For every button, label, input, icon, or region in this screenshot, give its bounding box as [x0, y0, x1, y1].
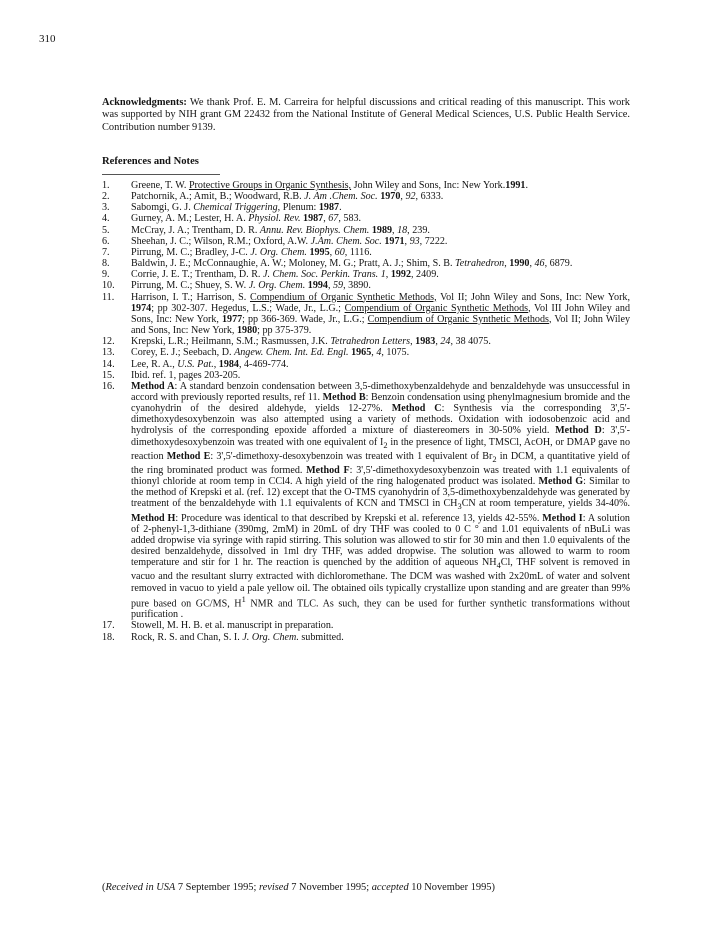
- reference-segment: 1983: [415, 336, 436, 348]
- reference-segment: ,: [404, 235, 410, 247]
- reference-segment: ,: [385, 269, 391, 281]
- reference-segment: Method E: [166, 450, 211, 462]
- reference-item: [102, 225, 630, 236]
- reference-segment: Method D: [555, 425, 602, 437]
- reference-number: 3.: [102, 202, 110, 214]
- reference-segment: Sheehan, J. C.; Wilson, R.M.; Oxford, A.W.: [131, 235, 311, 247]
- reference-segment: , 2409.: [411, 269, 439, 281]
- reference-item: [102, 381, 630, 621]
- reference-segment: , 38 4075.: [450, 336, 491, 348]
- reference-segment: : Procedure was identical to that described by Krepski et al. reference 13, yields 42-55%.: [175, 512, 543, 524]
- reference-segment: Pirrung, M. C.; Bradley, J-C.: [131, 246, 251, 258]
- reference-number: 13.: [102, 347, 115, 359]
- reference-item: [102, 236, 630, 247]
- reference-segment: ,: [213, 358, 219, 370]
- reference-number: 2.: [102, 191, 110, 203]
- reference-segment: Method I: [542, 512, 583, 524]
- reference-segment: ,: [410, 336, 416, 348]
- reference-segment: 46: [534, 258, 545, 270]
- reference-number: 14.: [102, 358, 115, 370]
- reference-segment: , 583.: [338, 213, 362, 225]
- reference-segment: submitted.: [298, 631, 344, 643]
- reference-segment: Stowell, M. H. B. et al. manuscript in preparation.: [131, 620, 334, 632]
- reference-segment: J. Org. Chem.: [242, 631, 299, 643]
- reference-segment: 1990: [509, 258, 530, 270]
- reference-segment: Patchornik, A.; Amit, B.; Woodward, R.B.: [131, 191, 305, 203]
- reference-segment: ,: [504, 258, 510, 270]
- reference-segment: Greene, T. W.: [131, 180, 189, 191]
- reference-segment: 93: [409, 235, 420, 247]
- reference-segment: 4: [496, 561, 501, 571]
- revised-year: 1995;: [342, 882, 372, 893]
- reference-item: [102, 247, 630, 258]
- reference-segment: ,: [327, 280, 333, 292]
- reference-segment: McCray, J. A.; Trentham, D. R.: [131, 224, 260, 236]
- references-list: [102, 180, 630, 643]
- reference-segment: , 6333.: [415, 191, 444, 203]
- reference-segment: Gurney, A. M.; Lester, H. A.: [131, 213, 249, 225]
- reference-segment: 1984: [218, 358, 239, 370]
- page-number: 310: [39, 33, 56, 45]
- reference-segment: .: [339, 202, 342, 214]
- reference-segment: NMR and TLC. As such, they can be used for further synthetic transformations without purification .: [131, 598, 630, 621]
- reference-segment: : 3',5'-dimethoxydesoxybenzoin was treated with 1.1 equivalents of thionyl chloride at room temp in CCl4. A high yield of the ring halogenated product was isolated.: [131, 464, 630, 488]
- reference-text: [131, 202, 630, 213]
- reference-segment: 1965: [351, 347, 372, 359]
- reference-segment: Protective Groups in Organic Synthesis,: [188, 180, 352, 191]
- acknowledgments-text: We thank Prof. E. M. Carreira for helpful discussions and critical reading of this manuscript. This work was supported by NIH grant GM 22432 from the National Institute of General Medical Sciences, U.S. Public Health Service. Contribution number 9139.: [102, 97, 630, 133]
- reference-segment: ,: [400, 191, 406, 203]
- reference-number: 16.: [102, 380, 115, 392]
- reference-segment: , 3890.: [343, 280, 371, 292]
- reference-item: [102, 359, 630, 370]
- reference-item: [102, 292, 630, 337]
- reference-segment: 2: [383, 440, 388, 450]
- reference-item: [102, 202, 630, 213]
- reference-number: 10.: [102, 280, 115, 292]
- reference-item: [102, 632, 630, 643]
- reference-segment: Cl, THF solvent is removed in vacuo and the resultant slurry extracted with dichloromethane. The DCM was washed with 2x20mL of water and solvent removed in vacuo to yield a pale yellow oil. The obtained oils typically crystallize upon standing and are greater than 99% pure based on GC/MS, H: [131, 557, 631, 610]
- reference-segment: 1970: [380, 191, 401, 203]
- reference-text: [131, 359, 630, 370]
- received-date: 7 September: [175, 882, 231, 893]
- reference-segment: Method A: [131, 380, 175, 392]
- reference-segment: : Synthesis via the corresponding 3',5'-dimethoxydesoxybenzoin was also attempted using a variety of methods. Oxidation with iodosobenzoic acid and hydrolysis of the corresponding epoxide afforded a mixture of diastereomers in 30-50% yield.: [131, 403, 630, 437]
- reference-segment: Physiol. Rev.: [248, 213, 301, 225]
- reference-text: [131, 247, 630, 258]
- reference-segment: Rock, R. S. and Chan, S. I.: [131, 631, 243, 643]
- reference-item: [102, 258, 630, 269]
- accepted-year: 1995): [468, 882, 495, 893]
- references-heading-rule: [102, 174, 220, 175]
- reference-segment: .: [525, 180, 528, 191]
- reference-segment: 1992: [390, 269, 411, 281]
- revised-date: 7 November: [288, 882, 343, 893]
- reference-segment: Method C: [391, 403, 442, 415]
- reference-text: [131, 336, 630, 347]
- reference-segment: , Vol II; John Wiley and Sons, Inc: New York,: [131, 313, 630, 337]
- reference-segment: Chemical Triggering: [193, 202, 278, 214]
- reference-item: [102, 180, 630, 191]
- reference-segment: , 1075.: [381, 347, 410, 359]
- reference-segment: Krepski, L.R.; Heilmann, S.M.; Rasmussen, J.K.: [131, 336, 331, 348]
- reference-segment: Angew. Chem. Int. Ed. Engl.: [234, 347, 349, 359]
- reference-segment: U.S. Pat.: [177, 358, 214, 370]
- reference-text: [131, 225, 630, 236]
- reference-segment: Method B: [322, 391, 366, 403]
- reference-number: 17.: [102, 620, 115, 632]
- reference-segment: : Similar to the method of Krepski et al. (ref. 12) except that the O-TMS cyanohydrin of 3,5-dimethoxybenzaldehyde was generated by treatment of the benzaldehyde with 1.1 equivalents of KCN and TMSCl in CH: [131, 476, 630, 510]
- reference-segment: 92: [405, 191, 416, 203]
- reference-segment: CN at room temperature, yields 34-40%.: [461, 498, 630, 510]
- reference-segment: ; pp 302-307. Hegedus, L.S.; Wade, Jr., L.G.;: [151, 302, 345, 314]
- reference-segment: in the presence of light, TMSCl, AcOH, or DMAP gave no reaction: [131, 436, 630, 462]
- reference-segment: Corrie, J. E. T.; Trentham, D. R.: [131, 269, 263, 281]
- reference-segment: : Benzoin condensation using phenylmagnesium bromide and the cyanohydrin of the desired aldehyde, yields 12-27%.: [131, 391, 630, 415]
- reference-segment: 1980: [236, 325, 258, 337]
- reference-text: [131, 620, 630, 631]
- reference-segment: Method F: [306, 464, 350, 476]
- reference-segment: 1987: [318, 202, 340, 214]
- reference-segment: Compendium of Organic Synthetic Methods: [367, 313, 549, 325]
- reference-segment: ,: [371, 347, 377, 359]
- reference-segment: 1995: [309, 246, 330, 258]
- reference-text: [131, 370, 630, 381]
- reference-number: 4.: [102, 213, 110, 225]
- reference-segment: 1987: [303, 213, 324, 225]
- reference-segment: Tetrahedron: [455, 258, 505, 270]
- reference-segment: ; pp 375-379.: [257, 325, 312, 337]
- reference-segment: 1974: [131, 302, 152, 314]
- reference-segment: Corey, E. J.; Seebach, D.: [131, 347, 235, 359]
- reference-segment: 1971: [384, 235, 405, 247]
- reference-segment: 3: [457, 502, 462, 512]
- reference-segment: , Plenum:: [277, 202, 319, 214]
- reference-segment: J. Org. Chem.: [250, 246, 307, 258]
- reference-segment: Sabomgi, G. J.: [131, 202, 194, 214]
- reference-segment: in DCM, a quantitative yield of the ring brominated product was formed.: [131, 450, 630, 476]
- reference-item: [102, 336, 630, 347]
- reference-number: 11.: [102, 291, 115, 303]
- accepted-label: accepted: [371, 882, 409, 893]
- reference-segment: 1991: [505, 180, 526, 191]
- reference-item: [102, 269, 630, 280]
- reference-segment: , Vol III John Wiley and Sons, Inc: New York,: [131, 302, 630, 325]
- reference-item: [102, 280, 630, 291]
- reference-segment: 4: [376, 347, 382, 359]
- reference-segment: , 6879.: [544, 258, 573, 270]
- reference-number: 7.: [102, 246, 110, 258]
- reference-segment: ,: [529, 258, 535, 270]
- reference-segment: Compendium of Organic Synthetic Methods,: [249, 291, 437, 303]
- reference-segment: J. Chem. Soc. Perkin. Trans. 1: [262, 269, 386, 281]
- reference-number: 6.: [102, 235, 110, 247]
- reference-segment: ,: [323, 213, 329, 225]
- reference-segment: Lee, R. A.,: [131, 358, 178, 370]
- reference-text: [131, 191, 630, 202]
- reference-segment: 1: [241, 594, 246, 604]
- reference-segment: Annu. Rev. Biophys. Chem.: [259, 224, 370, 236]
- received-open-paren: (: [102, 882, 106, 893]
- acknowledgments-paragraph: [102, 97, 630, 134]
- reference-text: [131, 213, 630, 224]
- reference-segment: 1977: [221, 313, 243, 325]
- reference-segment: 18: [397, 224, 408, 236]
- received-dates: [102, 882, 630, 893]
- reference-segment: J. Am .Chem. Soc.: [304, 191, 378, 203]
- reference-segment: ,: [435, 336, 441, 348]
- reference-segment: 60: [334, 246, 345, 258]
- reference-segment: J. Org. Chem.: [248, 280, 306, 292]
- reference-segment: : A solution of 2-phenyl-1,3-dithiane (390mg, 2mM) in 20mL of dry THF was cooled to 0 C ° and 1.01 equivalents of nBuLi was added dropwise via syringe with rapid stirring. This solution was allowed to stir for 30 min and then 1.0 equivalents of the desired benzaldehyde, dissolved in 1ml dry THF, was added dropwise. The solution was allowed to warm to room temperature and stir for 1 hr. The reaction is quenched by the addition of aqueous NH: [131, 512, 630, 569]
- reference-segment: 1989: [371, 224, 393, 236]
- reference-item: [102, 620, 630, 631]
- reference-number: 5.: [102, 224, 110, 236]
- reference-segment: Method H: [131, 512, 176, 524]
- reference-segment: 67: [328, 213, 339, 225]
- accepted-date: 10 November: [408, 882, 469, 893]
- reference-number: 1.: [102, 180, 110, 191]
- reference-number: 9.: [102, 269, 110, 281]
- references-heading: References and Notes: [102, 156, 199, 167]
- reference-number: 12.: [102, 336, 115, 348]
- reference-text: [131, 280, 630, 291]
- reference-segment: Vol II; John Wiley and Sons, Inc: New York,: [436, 291, 630, 303]
- reference-item: [102, 213, 630, 224]
- reference-text: [131, 632, 630, 643]
- reference-text: [131, 292, 630, 337]
- reference-segment: , 239.: [407, 224, 430, 236]
- reference-text: [131, 381, 630, 621]
- reference-segment: 2: [492, 454, 497, 464]
- reference-segment: : 3',5'-dimethoxy-desoxybenzoin was treated with 1 equivalent of Br: [210, 450, 493, 462]
- reference-number: 18.: [102, 631, 115, 643]
- reference-text: [131, 180, 630, 191]
- reference-segment: 59: [333, 280, 344, 292]
- reference-segment: Pirrung, M. C.; Shuey, S. W.: [131, 280, 249, 292]
- reference-number: 15.: [102, 369, 115, 381]
- reference-segment: Tetrahedron Letters: [330, 336, 411, 348]
- reference-segment: : 3',5'-dimethoxydesoxybenzoin was treated with one equivalent of I: [131, 425, 630, 448]
- reference-number: 8.: [102, 258, 110, 270]
- reference-segment: Ibid. ref. 1, pages 203-205.: [131, 369, 241, 381]
- reference-segment: , 4-469-774.: [238, 358, 289, 370]
- reference-item: [102, 347, 630, 358]
- received-year: 1995;: [230, 882, 259, 893]
- reference-item: [102, 191, 630, 202]
- acknowledgments-label: Acknowledgments:: [102, 97, 187, 108]
- reference-segment: John Wiley and Sons, Inc: New York.: [351, 180, 506, 191]
- reference-segment: , 7222.: [419, 235, 448, 247]
- reference-segment: ,: [392, 224, 398, 236]
- reference-segment: Compendium of Organic Synthetic Methods: [344, 302, 529, 314]
- reference-text: [131, 258, 630, 269]
- reference-text: [131, 269, 630, 280]
- reference-segment: Method G: [538, 476, 584, 488]
- reference-segment: 1994: [307, 280, 328, 292]
- reference-segment: , 1116.: [344, 246, 372, 258]
- reference-segment: J.Am. Chem. Soc.: [310, 235, 382, 247]
- reference-item: [102, 370, 630, 381]
- reference-text: [131, 236, 630, 247]
- reference-segment: Baldwin, J. E.; McConnaughie, A. W.; Moloney, M. G.; Pratt, A. J.; Shim, S. B.: [131, 258, 456, 270]
- reference-segment: 24: [440, 336, 451, 348]
- revised-label: revised: [258, 882, 289, 893]
- reference-text: [131, 347, 630, 358]
- reference-segment: Harrison, I. T.; Harrison, S.: [131, 291, 250, 303]
- received-label: Received in USA: [105, 882, 176, 893]
- reference-segment: : A standard benzoin condensation between 3,5-dimethoxybenzaldehyde and benzaldehyde was unsuccessful in accord with previously reported results, ref 11.: [131, 380, 630, 403]
- reference-segment: ,: [329, 246, 335, 258]
- reference-segment: ; pp 366-369. Wade, Jr., L.G.;: [242, 313, 368, 325]
